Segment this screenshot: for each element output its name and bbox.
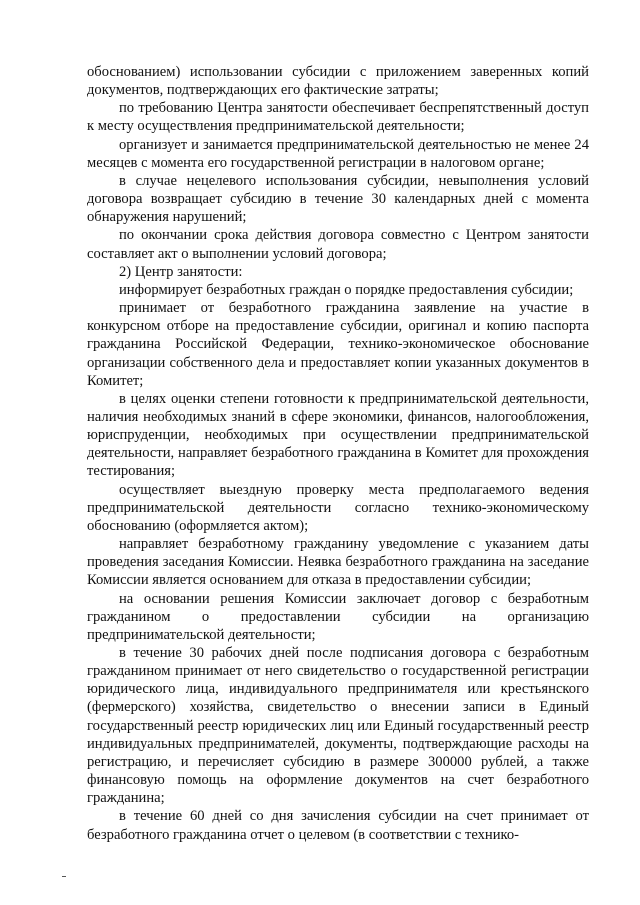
paragraph-informs: информирует безработных граждан о порядке предоставления субсидии; xyxy=(119,281,574,298)
paragraph-registration-payment: в течение 30 рабочих дней после подписания договора с безработным гражданином принимает от него свидетельство о государственной регистрации юридического лица, индивидуального предпринимателя или крестьянского (фермерского) хозяйства, свидетельство о внесении записи в Единый государственный реестр юридических лиц или Единый государственный реестр индивидуальных предпринимателей, документы, подтверждающие расходы на регистрацию, и перечисляет субсидию в размере 300000 рублей, а также финансовую помощь на оформление документов на счет безработного гражданина; xyxy=(87,645,589,807)
paragraph-subsidy-return: в случае нецелевого использования субсидии, невыполнения условий договора возвращает субсидию в течение 30 календарных дней с момента обнаружения нарушений; xyxy=(87,172,589,226)
paragraph-commission-notice: направляет безработному гражданину уведомление с указанием даты проведения заседания Комиссии. Неявка безработного гражданина на заседание Комиссии является основанием для отказа в предоставлении субсидии; xyxy=(87,536,589,589)
scan-artifact xyxy=(62,876,66,877)
section-heading-employment-center: 2) Центр занятости: xyxy=(119,263,243,280)
paragraph-business-duration: организует и занимается предпринимательской деятельностью не менее 24 месяцев с момента его государственной регистрации в налоговом органе; xyxy=(87,136,589,171)
paragraph-completion-act: по окончании срока действия договора совместно с Центром занятости составляет акт о выполнении условий договора; xyxy=(87,227,589,262)
paragraph-report: в течение 60 дней со дня зачисления субсидии на счет принимает от безработного гражданина отчет о целевом (в соответствии с технико- xyxy=(87,808,589,843)
document-body xyxy=(87,63,589,844)
paragraph-site-inspection: осуществляет выездную проверку места предполагаемого ведения предпринимательской деятельности согласно технико-экономическому обоснованию (оформляется актом); xyxy=(87,481,589,534)
paragraph-continuation: обоснованием) использовании субсидии с приложением заверенных копий документов, подтверждающих его фактические затраты; xyxy=(87,64,589,99)
paragraph-accepts-application: принимает от безработного гражданина заявление на участие в конкурсном отборе на предоставление субсидии, оригинал и копию паспорта гражданина Российской Федерации, технико-экономическое обоснование организации собственного дела и предоставляет копии указанных документов в Комитет; xyxy=(87,300,589,389)
paragraph-testing: в целях оценки степени готовности к предпринимательской деятельности, наличия необходимых знаний в сфере экономики, финансов, налогообложения, юриспруденции, необходимых при осуществлении предпринимательской деятельности, направляет безработного гражданина в Комитет для прохождения тестирования; xyxy=(87,390,589,480)
paragraph-contract: на основании решения Комиссии заключает договор с безработным гражданином о предоставлении субсидии на организацию предпринимательской деятельности; xyxy=(87,590,589,643)
paragraph-access-obligation: по требованию Центра занятости обеспечивает беспрепятственный доступ к месту осуществления предпринимательской деятельности; xyxy=(87,100,589,135)
